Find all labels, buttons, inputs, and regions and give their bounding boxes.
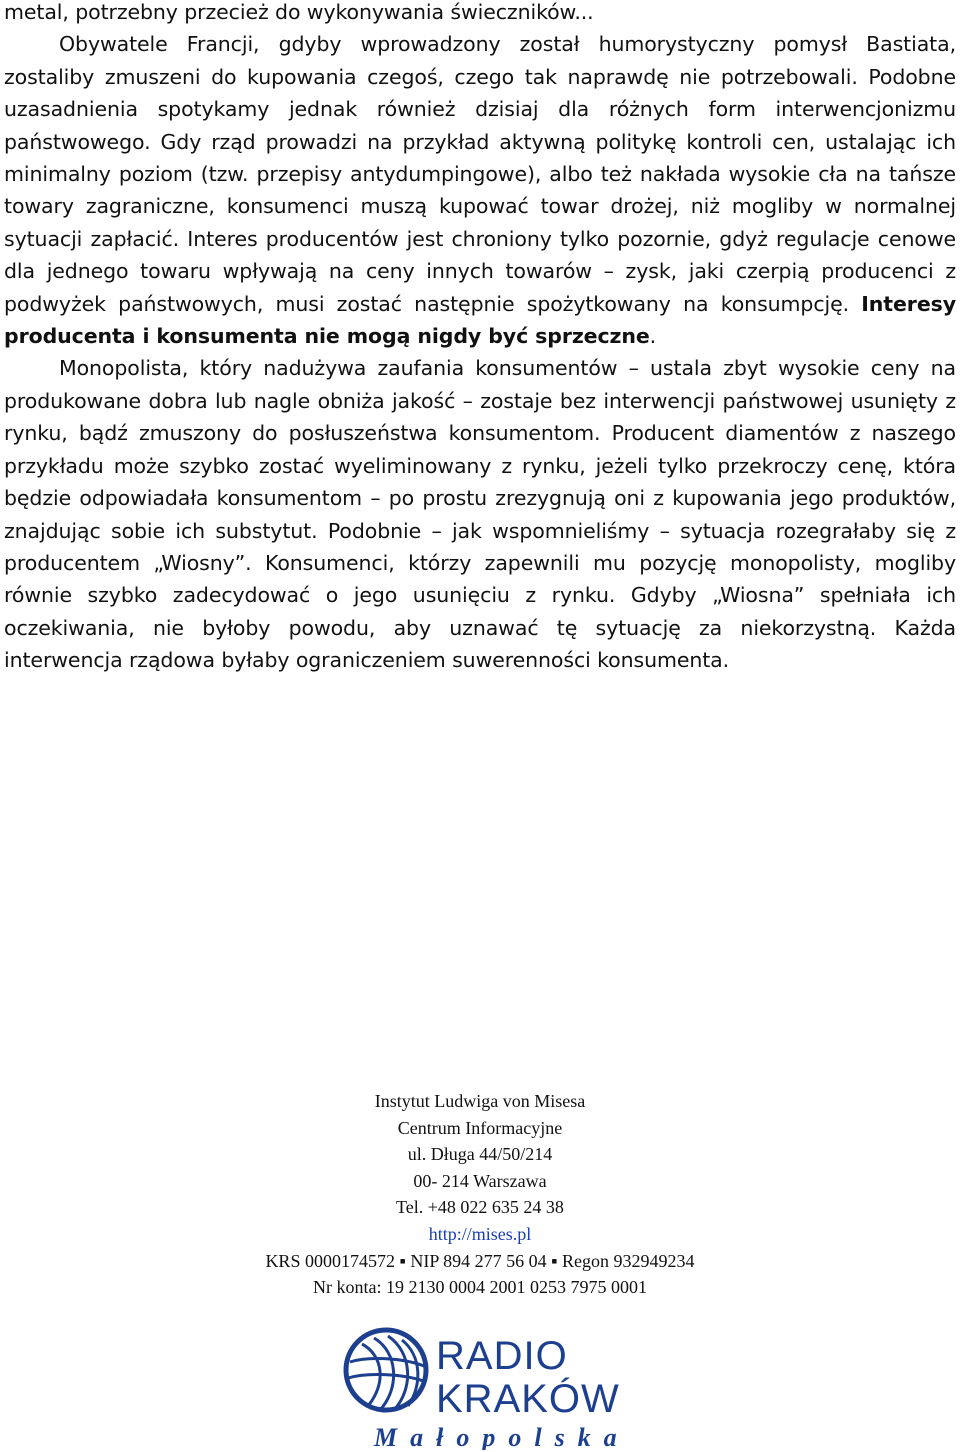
paragraph-text: Obywatele Francji, gdyby wprowadzony został humorystyczny pomysł Bastiata, zostaliby zmuszeni do kupowania czegoś, czego tak naprawdę nie potrzebowali. Podobne uzasadnienia spotykamy jednak również dzisiaj dla różnych form interwencjonizmu państwowego. Gdy rząd prowadzi na przykład aktywną politykę kontroli cen, ustalając ich minimalny poziom (tzw. przepisy antydumpingowe), albo też nakłada wysokie cła na tańsze towary zagraniczne, konsumenci muszą kupować towar drożej, niż mogliby w normalnej sytuacji zapłacić. Interes producentów jest chroniony tylko pozornie, gdyż regulacje cenowe dla jednego towaru wpływają na ceny innych towarów – zysk, jaki czerpią producenci z podwyżek państwowych, musi zostać następnie spożytkowany na konsumpcję. (4, 32, 956, 316)
website-link[interactable]: http://mises.pl (428, 1223, 532, 1244)
logo-line-radio: RADIO (436, 1334, 568, 1378)
bank-account: Nr konta: 19 2130 0004 2001 0253 7975 0001 (313, 1277, 647, 1298)
footer-contact-block (0, 1088, 960, 1301)
street-address: ul. Długa 44/50/214 (407, 1144, 553, 1165)
paragraph (4, 352, 956, 676)
paragraph-text: . (649, 324, 657, 349)
paragraph (4, 0, 956, 28)
bold-statement: Interesy producenta i konsumenta nie mogą nigdy być sprzeczne (4, 291, 956, 349)
center-name: Centrum Informacyjne (397, 1117, 563, 1138)
paragraph-text: Monopolista, który nadużywa zaufania konsumentów – ustala zbyt wysokie ceny na produkowane dobra lub nagle obniża jakość – zostaje bez interwencji państwowej usunięty z rynku, bądź zmuszony do posłuszeństwa konsumentom. Producent diamentów z naszego przykładu może szybko zostać wyeliminowany z rynku, jeżeli tylko przekroczy cenę, która będzie odpowiadała konsumentom – po prostu zrezygnują oni z kupowania jego produktów, znajdując sobie ich substytut. Podobnie – jak wspomnieliśmy – sytuacja rozegrałaby się z producentem „Wiosny”. Konsumenci, którzy zapewnili mu pozycję monopolisty, mogliby równie szybko zadecydować o jego usunięciu z rynku. Gdyby „Wiosna” spełniała ich oczekiwania, nie byłoby powodu, aby uznawać tę sytuację za niekorzystną. Każda interwencja rządowa byłaby ograniczeniem suwerenności konsumenta. (4, 356, 956, 673)
radio-krakow-logo (334, 1326, 634, 1450)
body-text (4, 0, 956, 677)
phone-number: Tel. +48 022 635 24 38 (396, 1197, 564, 1218)
logo-emblem (346, 1330, 426, 1410)
paragraph-text: metal, potrzebny przecież do wykonywania świeczników... (4, 0, 594, 24)
logo-line-malopolska: Małopolska (374, 1423, 630, 1450)
registry-numbers: KRS 0000174572 ▪ NIP 894 277 56 04 ▪ Regon 932949234 (265, 1250, 695, 1271)
paragraph (4, 28, 956, 352)
city-address: 00- 214 Warszawa (413, 1170, 547, 1191)
institute-name: Instytut Ludwiga von Misesa (374, 1091, 586, 1111)
logo-line-krakow: KRAKÓW (436, 1377, 620, 1421)
